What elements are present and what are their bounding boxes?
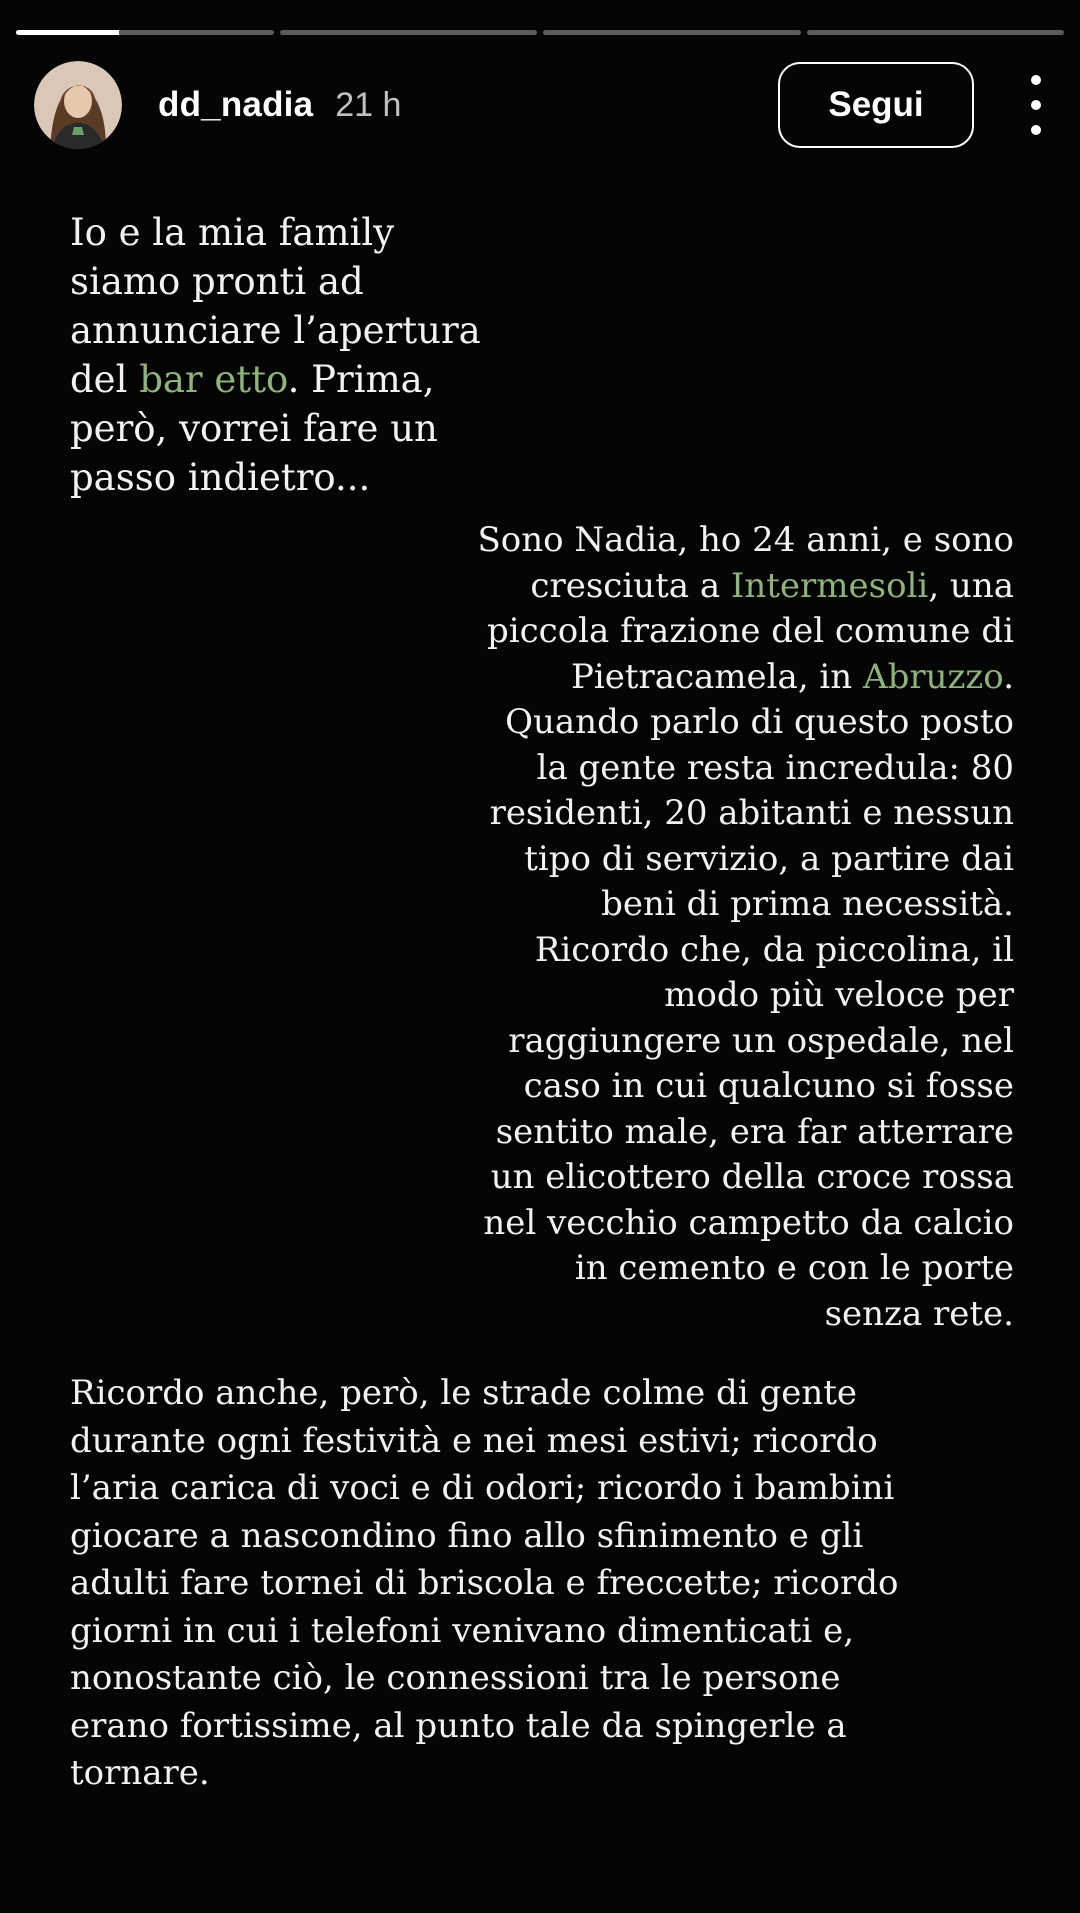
story-text-about: Sono Nadia, ho 24 anni, e sono cresciuta a Intermesoli, una piccola frazione del comune di Pietracamela, in Abruzzo. Quando parlo di questo posto la gente resta incredula: 80 residenti, 20 abitanti e nessun tipo di servizio, a partire dai beni di prima necessità. Ricordo che, da piccolina, il modo più veloce per raggiungere un ospedale, nel caso in cui qualcuno si fosse sentito male, era far atterrare un elicottero della croce rossa nel vecchio campetto da calcio in cemento e con le porte senza rete. bbox=[477, 520, 1014, 1334]
story-segment-1 bbox=[16, 30, 274, 35]
story-text-intro: Io e la mia family siamo pronti ad annunciare l’apertura del bar etto. Prima, però, vorrei fare un passo indietro... bbox=[70, 211, 481, 499]
highlight-intermesoli: Intermesoli bbox=[730, 565, 929, 606]
story-segment-3 bbox=[543, 30, 801, 35]
highlight-bar-etto: bar etto bbox=[139, 358, 288, 401]
post-time: 21 h bbox=[335, 85, 402, 124]
story-segment-4 bbox=[807, 30, 1065, 35]
highlight-abruzzo: Abruzzo bbox=[863, 656, 1004, 697]
follow-button[interactable]: Segui bbox=[778, 62, 974, 148]
username[interactable]: dd_nadia bbox=[158, 85, 314, 124]
story-progress-bar bbox=[16, 30, 1064, 36]
avatar[interactable] bbox=[34, 61, 122, 149]
story-header bbox=[34, 60, 1046, 150]
story-text-memories: Ricordo anche, però, le strade colme di gente durante ogni festività e nei mesi estivi; ricordo l’aria carica di voci e di odori; ricordo i bambini giocare a nascondino fino allo sfinimento e gli adulti fare tornei di briscola e freccette; ricordo giorni in cui i telefoni venivano dimenticati e, nonostante ciò, le connessioni tra le persone erano fortissime, al punto tale da spingerle a tornare. bbox=[70, 1373, 899, 1793]
story-segment-2 bbox=[280, 30, 538, 35]
more-vertical-icon[interactable] bbox=[1026, 75, 1046, 135]
